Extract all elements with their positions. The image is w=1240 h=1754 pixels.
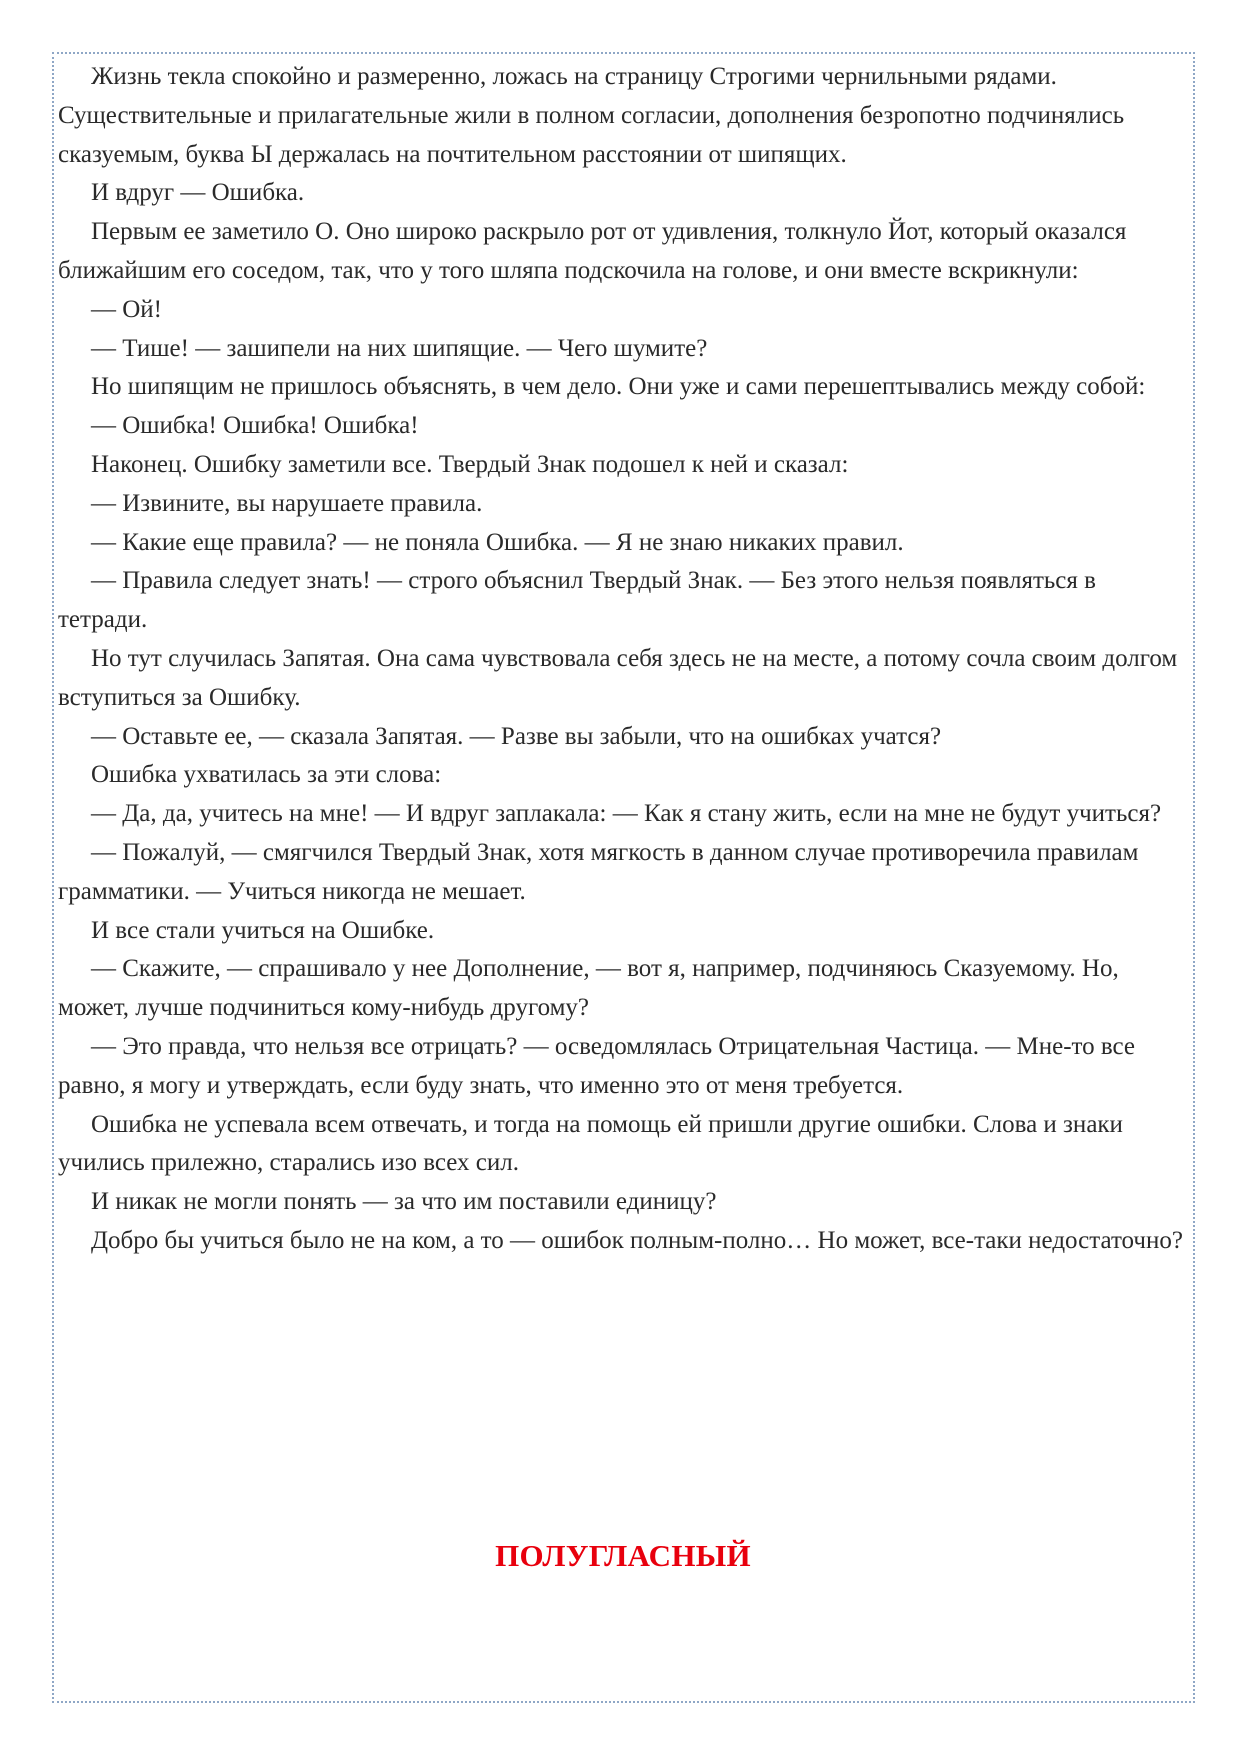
paragraph: — Ошибка! Ошибка! Ошибка!	[91, 412, 419, 440]
paragraph: Жизнь текла спокойно и размеренно, ложась на страницу Строгими чернильными рядами. Существительные и прилагательные жили в полном согласии, дополнения безропотно подчинялись сказуемым, буква Ы держалась на почтительном расстоянии от шипящих.	[58, 63, 1125, 168]
paragraph: — Ой!	[91, 295, 163, 323]
paragraph: — Пожалуй, — смягчился Твердый Знак, хотя мягкость в данном случае противоречила правилам грамматики. — Учиться никогда не мешает.	[58, 838, 1139, 905]
chapter-heading: ПОЛУГЛАСНЫЙ	[495, 1538, 751, 1573]
paragraph: Добро бы учиться было не на ком, а то — ошибок полным-полно… Но может, все-таки недостаточно?	[91, 1226, 1183, 1254]
paragraph: — Да, да, учитесь на мне! — И вдруг заплакала: — Как я стану жить, если на мне не будут учиться?	[91, 800, 1162, 828]
paragraph: — Тише! — зашипели на них шипящие. — Чего шумите?	[91, 334, 708, 362]
paragraph: Но тут случилась Запятая. Она сама чувствовала себя здесь не на месте, а потому сочла своим долгом вступиться за Ошибку.	[58, 644, 1178, 711]
paragraph: — Это правда, что нельзя все отрицать? — осведомлялась Отрицательная Частица. — Мне-то все равно, я могу и утверждать, если буду знать, что именно это от меня требуется.	[58, 1032, 1136, 1099]
story-text	[58, 58, 1188, 1261]
paragraph: Ошибка не успевала всем отвечать, и тогда на помощь ей пришли другие ошибки. Слова и знаки учились прилежно, старались изо всех сил.	[58, 1110, 1123, 1177]
paragraph: — Оставьте ее, — сказала Запятая. — Разве вы забыли, что на ошибках учатся?	[91, 722, 942, 750]
paragraph: — Правила следует знать! — строго объяснил Твердый Знак. — Без этого нельзя появляться в тетради.	[58, 567, 1096, 634]
paragraph: Но шипящим не пришлось объяснять, в чем дело. Они уже и сами перешептывались между собой:	[91, 373, 1146, 401]
paragraph: И все стали учиться на Ошибке.	[91, 916, 435, 944]
paragraph: Ошибка ухватилась за эти слова:	[91, 761, 442, 789]
paragraph: И никак не могли понять — за что им поставили единицу?	[91, 1188, 717, 1216]
paragraph: — Извините, вы нарушаете правила.	[91, 489, 483, 517]
paragraph: Первым ее заметило О. Оно широко раскрыло рот от удивления, толкнуло Йот, который оказался ближайшим его соседом, так, что у того шляпа подскочила на голове, и они вместе вскрикнули:	[58, 218, 1127, 284]
paragraph: Наконец. Ошибку заметили все. Твердый Знак подошел к ней и сказал:	[91, 450, 849, 478]
paragraph: — Скажите, — спрашивало у нее Дополнение, — вот я, например, подчиняюсь Сказуемому. Но, может, лучше подчиниться кому-нибудь другому?	[58, 955, 1119, 1022]
paragraph: И вдруг — Ошибка.	[91, 179, 305, 207]
paragraph: — Какие еще правила? — не поняла Ошибка. — Я не знаю никаких правил.	[91, 528, 904, 556]
